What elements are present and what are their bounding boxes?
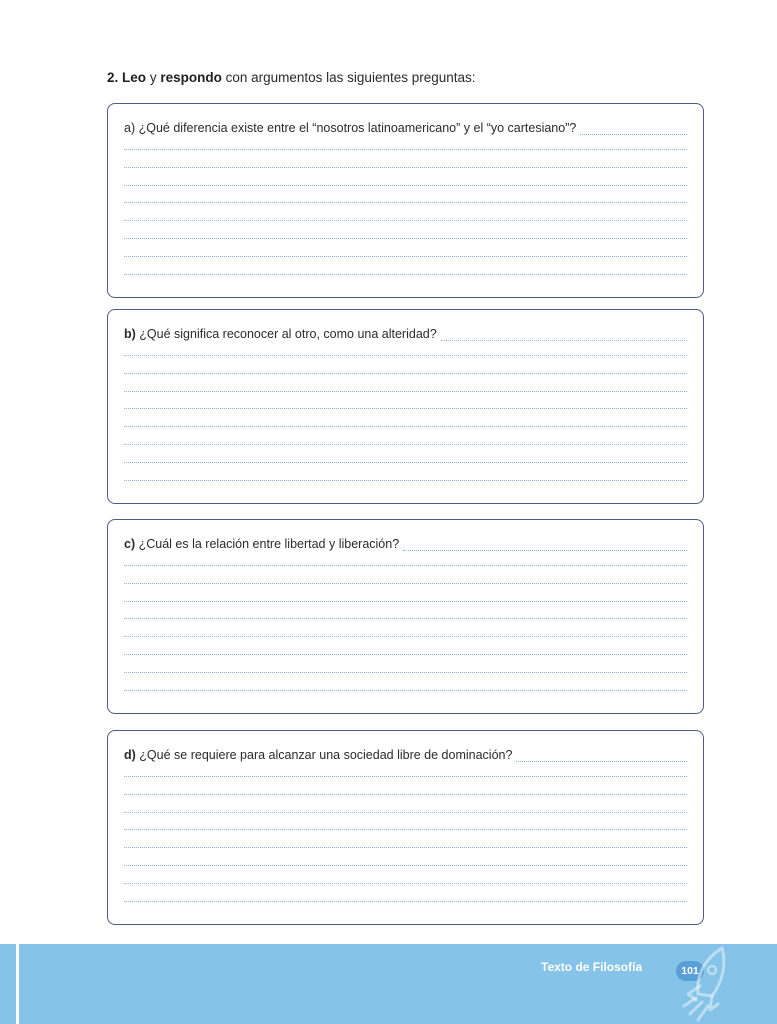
page-number: 101 xyxy=(676,961,704,981)
answer-line[interactable] xyxy=(124,865,687,866)
answer-line[interactable] xyxy=(124,812,687,813)
answer-line[interactable] xyxy=(124,480,687,481)
question-box-a xyxy=(107,103,704,298)
question-label-c: c) xyxy=(124,537,136,551)
answer-line[interactable] xyxy=(124,690,687,691)
answer-line[interactable] xyxy=(124,185,687,186)
answer-line[interactable] xyxy=(124,565,687,566)
answer-line[interactable] xyxy=(124,901,687,902)
question-line-b xyxy=(124,327,687,341)
instruction-rest: con argumentos las siguientes preguntas: xyxy=(225,70,476,85)
rocket-icon xyxy=(676,936,756,1024)
answer-line[interactable] xyxy=(124,149,687,150)
question-box-c xyxy=(107,519,704,714)
answer-line[interactable] xyxy=(124,462,687,463)
answer-line[interactable] xyxy=(124,426,687,427)
footer-stripe xyxy=(16,944,19,1024)
answer-line[interactable] xyxy=(124,794,687,795)
answer-line[interactable] xyxy=(124,167,687,168)
answer-line[interactable] xyxy=(124,776,687,777)
answer-line[interactable] xyxy=(124,636,687,637)
answer-line[interactable] xyxy=(124,391,687,392)
instruction-verb-answer: respondo xyxy=(160,70,222,85)
question-label-d: d) xyxy=(124,748,136,762)
answer-line[interactable] xyxy=(124,883,687,884)
footer-book-title: Texto de Filosofía xyxy=(541,960,643,974)
page-footer xyxy=(0,944,777,1024)
answer-area-b[interactable] xyxy=(124,355,687,497)
instruction-number: 2. xyxy=(107,70,119,85)
answer-line[interactable] xyxy=(124,601,687,602)
answer-line[interactable] xyxy=(403,540,687,551)
answer-line[interactable] xyxy=(124,444,687,445)
question-text-c: ¿Cuál es la relación entre libertad y liberación? xyxy=(138,537,400,551)
question-text-a: ¿Qué diferencia existe entre el “nosotros latinoamericano” y el “yo cartesiano”? xyxy=(138,121,577,135)
answer-line[interactable] xyxy=(124,202,687,203)
answer-line[interactable] xyxy=(124,220,687,221)
instruction-verb-read: Leo xyxy=(122,70,147,85)
answer-line[interactable] xyxy=(124,274,687,275)
answer-line[interactable] xyxy=(124,583,687,584)
answer-line[interactable] xyxy=(516,751,687,762)
answer-line[interactable] xyxy=(124,256,687,257)
answer-line[interactable] xyxy=(124,373,687,374)
answer-line[interactable] xyxy=(124,829,687,830)
instruction-conjunction: y xyxy=(149,70,157,85)
answer-line[interactable] xyxy=(580,124,687,135)
answer-line[interactable] xyxy=(124,355,687,356)
question-box-b xyxy=(107,309,704,504)
answer-line[interactable] xyxy=(441,330,687,341)
question-text-b: ¿Qué significa reconocer al otro, como una alteridad? xyxy=(139,327,437,341)
answer-area-c[interactable] xyxy=(124,565,687,707)
question-line-a xyxy=(124,121,687,135)
question-box-d xyxy=(107,730,704,925)
question-label-a: a) xyxy=(124,121,136,135)
answer-area-a[interactable] xyxy=(124,149,687,291)
question-text-d: ¿Qué se requiere para alcanzar una sociedad libre de dominación? xyxy=(139,748,513,762)
instruction-heading xyxy=(107,70,476,85)
question-line-d xyxy=(124,748,687,762)
answer-line[interactable] xyxy=(124,238,687,239)
answer-line[interactable] xyxy=(124,408,687,409)
answer-line[interactable] xyxy=(124,618,687,619)
answer-line[interactable] xyxy=(124,672,687,673)
answer-line[interactable] xyxy=(124,847,687,848)
answer-area-d[interactable] xyxy=(124,776,687,918)
answer-line[interactable] xyxy=(124,654,687,655)
question-label-b: b) xyxy=(124,327,136,341)
question-line-c xyxy=(124,537,687,551)
